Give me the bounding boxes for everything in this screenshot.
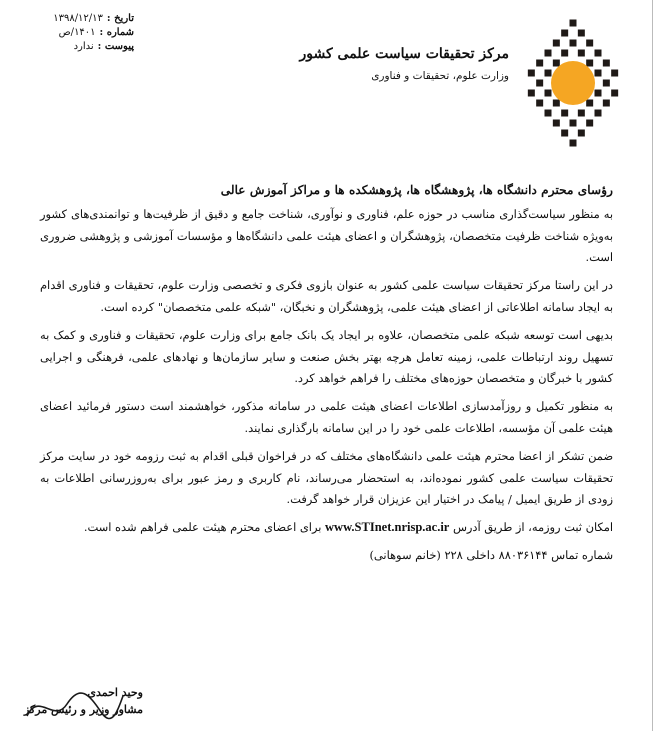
- logo-square: [561, 110, 568, 117]
- logo-square: [553, 60, 560, 67]
- paragraph-5: ضمن تشکر از اعضا محترم هیئت علمی دانشگاه‌های مختلف که در فراخوان قبلی اقدام به ثبت رزومه خود در سایت مرکز تحقیقات سیاست علمی کشور نموده‌اند، به استحضار می‌رساند، نام کاربری و رمز عبور برای به‌روزرسانی اطلاعات به زودی از طریق ایمیل / پیامک در اختیار این عزیزان قرار خواهد گرفت.: [40, 448, 613, 507]
- number-row: [14, 26, 134, 40]
- organization-header: [300, 46, 509, 82]
- attachment-value: ندارد: [73, 41, 94, 52]
- website-link[interactable]: www.STInet.nrisp.ac.ir: [325, 520, 450, 535]
- logo-square: [578, 50, 585, 57]
- ministry-name: وزارت علوم، تحقیقات و فناوری: [371, 70, 509, 82]
- logo-square: [528, 70, 535, 77]
- attachment-row: [14, 40, 134, 54]
- organization-logo-icon: [523, 18, 623, 148]
- letter-meta: [14, 12, 134, 54]
- paragraph-6: [40, 517, 613, 539]
- number-value: ۱۴۰۱/ص: [58, 27, 96, 38]
- logo-square: [561, 130, 568, 137]
- logo-square: [586, 40, 593, 47]
- logo-square: [586, 120, 593, 127]
- logo-square: [545, 50, 552, 57]
- date-label: تاریخ :: [106, 13, 134, 24]
- signer-title: مشاور وزیر و رئیس مرکز: [23, 703, 143, 716]
- logo-square: [536, 60, 543, 67]
- logo-square: [611, 90, 618, 97]
- logo-square: [586, 100, 593, 107]
- logo-square: [595, 70, 602, 77]
- attachment-label: پیوست :: [97, 41, 134, 52]
- signature-scribble-icon: [19, 686, 129, 726]
- logo-square: [595, 90, 602, 97]
- logo-square: [553, 120, 560, 127]
- logo-square: [536, 100, 543, 107]
- logo-square: [561, 30, 568, 37]
- contact-line: شماره تماس ۸۸۰۳۶۱۴۴ داخلی ۲۲۸ (خانم سوهانی): [369, 547, 613, 562]
- paragraph-1: به منظور سیاست‌گذاری مناسب در حوزه علم، فناوری و نوآوری، شناخت جامع و دقیق از ظرفیت‌ها و توانمندی‌های کشور به‌ویژه شناخت ظرفیت متخصصان، پژوهشگران و اعضای هیئت علمی دانشگاه‌ها و مؤسسات آموزشی و پژوهشی ضروری است.: [40, 206, 613, 265]
- logo-square: [578, 110, 585, 117]
- date-row: [14, 12, 134, 26]
- logo-square: [570, 140, 577, 147]
- logo-orange-circle: [551, 61, 595, 105]
- salutation: رؤسای محترم دانشگاه ها، پژوهشگاه ها، پژوهشکده ها و مراکز آموزش عالی: [220, 183, 613, 197]
- date-value: ۱۳۹۸/۱۲/۱۳: [53, 13, 103, 24]
- logo-square: [586, 60, 593, 67]
- number-label: شماره :: [99, 27, 134, 38]
- logo-square: [553, 100, 560, 107]
- logo-square: [545, 110, 552, 117]
- paragraph-3: بدیهی است توسعه شبکه علمی متخصصان، علاوه بر ایجاد یک بانک جامع برای وزارت علوم، تحقیقات و فناوری و کمک به تسهیل روند ارتباطات علمی، زمینه تعامل هرچه بهتر بخش صنعت و سایر سازمان‌ها و نهادهای علمی، فرهنگی و اجرایی کشور با خبرگان و متخصصان حوزه‌های مختلف را فراهم خواهد کرد.: [40, 327, 613, 386]
- signature-block: [13, 686, 143, 716]
- logo-square: [578, 30, 585, 37]
- paragraph-6-start: امکان ثبت روزمه، از طریق آدرس: [452, 520, 613, 535]
- logo-square: [536, 80, 543, 87]
- logo-square: [595, 110, 602, 117]
- logo-square: [545, 70, 552, 77]
- logo-square: [603, 80, 610, 87]
- logo-square: [545, 90, 552, 97]
- logo-square: [578, 130, 585, 137]
- logo-square: [570, 120, 577, 127]
- paragraph-4: به منظور تکمیل و روزآمدسازی اطلاعات اعضای هیئت علمی در سامانه مذکور، خواهشمند است دستور فرمائید اعضای هیئت علمی آن مؤسسه، اطلاعات علمی خود را در این سامانه بارگذاری نمایند.: [40, 399, 613, 435]
- logo-square: [595, 50, 602, 57]
- letter-body: [40, 180, 613, 573]
- signer-name: وحید احمدی: [87, 686, 143, 699]
- logo-square: [570, 40, 577, 47]
- organization-name: مرکز تحقیقات سیاست علمی کشور: [299, 46, 509, 62]
- logo-square: [528, 90, 535, 97]
- logo-square: [603, 60, 610, 67]
- logo-square: [603, 100, 610, 107]
- page-edge-line: [652, 0, 653, 731]
- logo-square: [561, 50, 568, 57]
- logo-square: [611, 70, 618, 77]
- logo-square: [553, 40, 560, 47]
- paragraph-6-end: برای اعضای محترم هیئت علمی فراهم شده است.: [83, 520, 322, 535]
- logo-square: [570, 20, 577, 27]
- paragraph-2: در این راستا مرکز تحقیقات سیاست علمی کشور به عنوان بازوی فکری و تخصصی وزارت علوم، تحقیقات و فناوری اقدام به ایجاد سامانه اطلاعاتی از اعضای هیئت علمی، پژوهشگران و نخبگان، "شبکه علمی متخصصان" کرده است.: [40, 278, 613, 314]
